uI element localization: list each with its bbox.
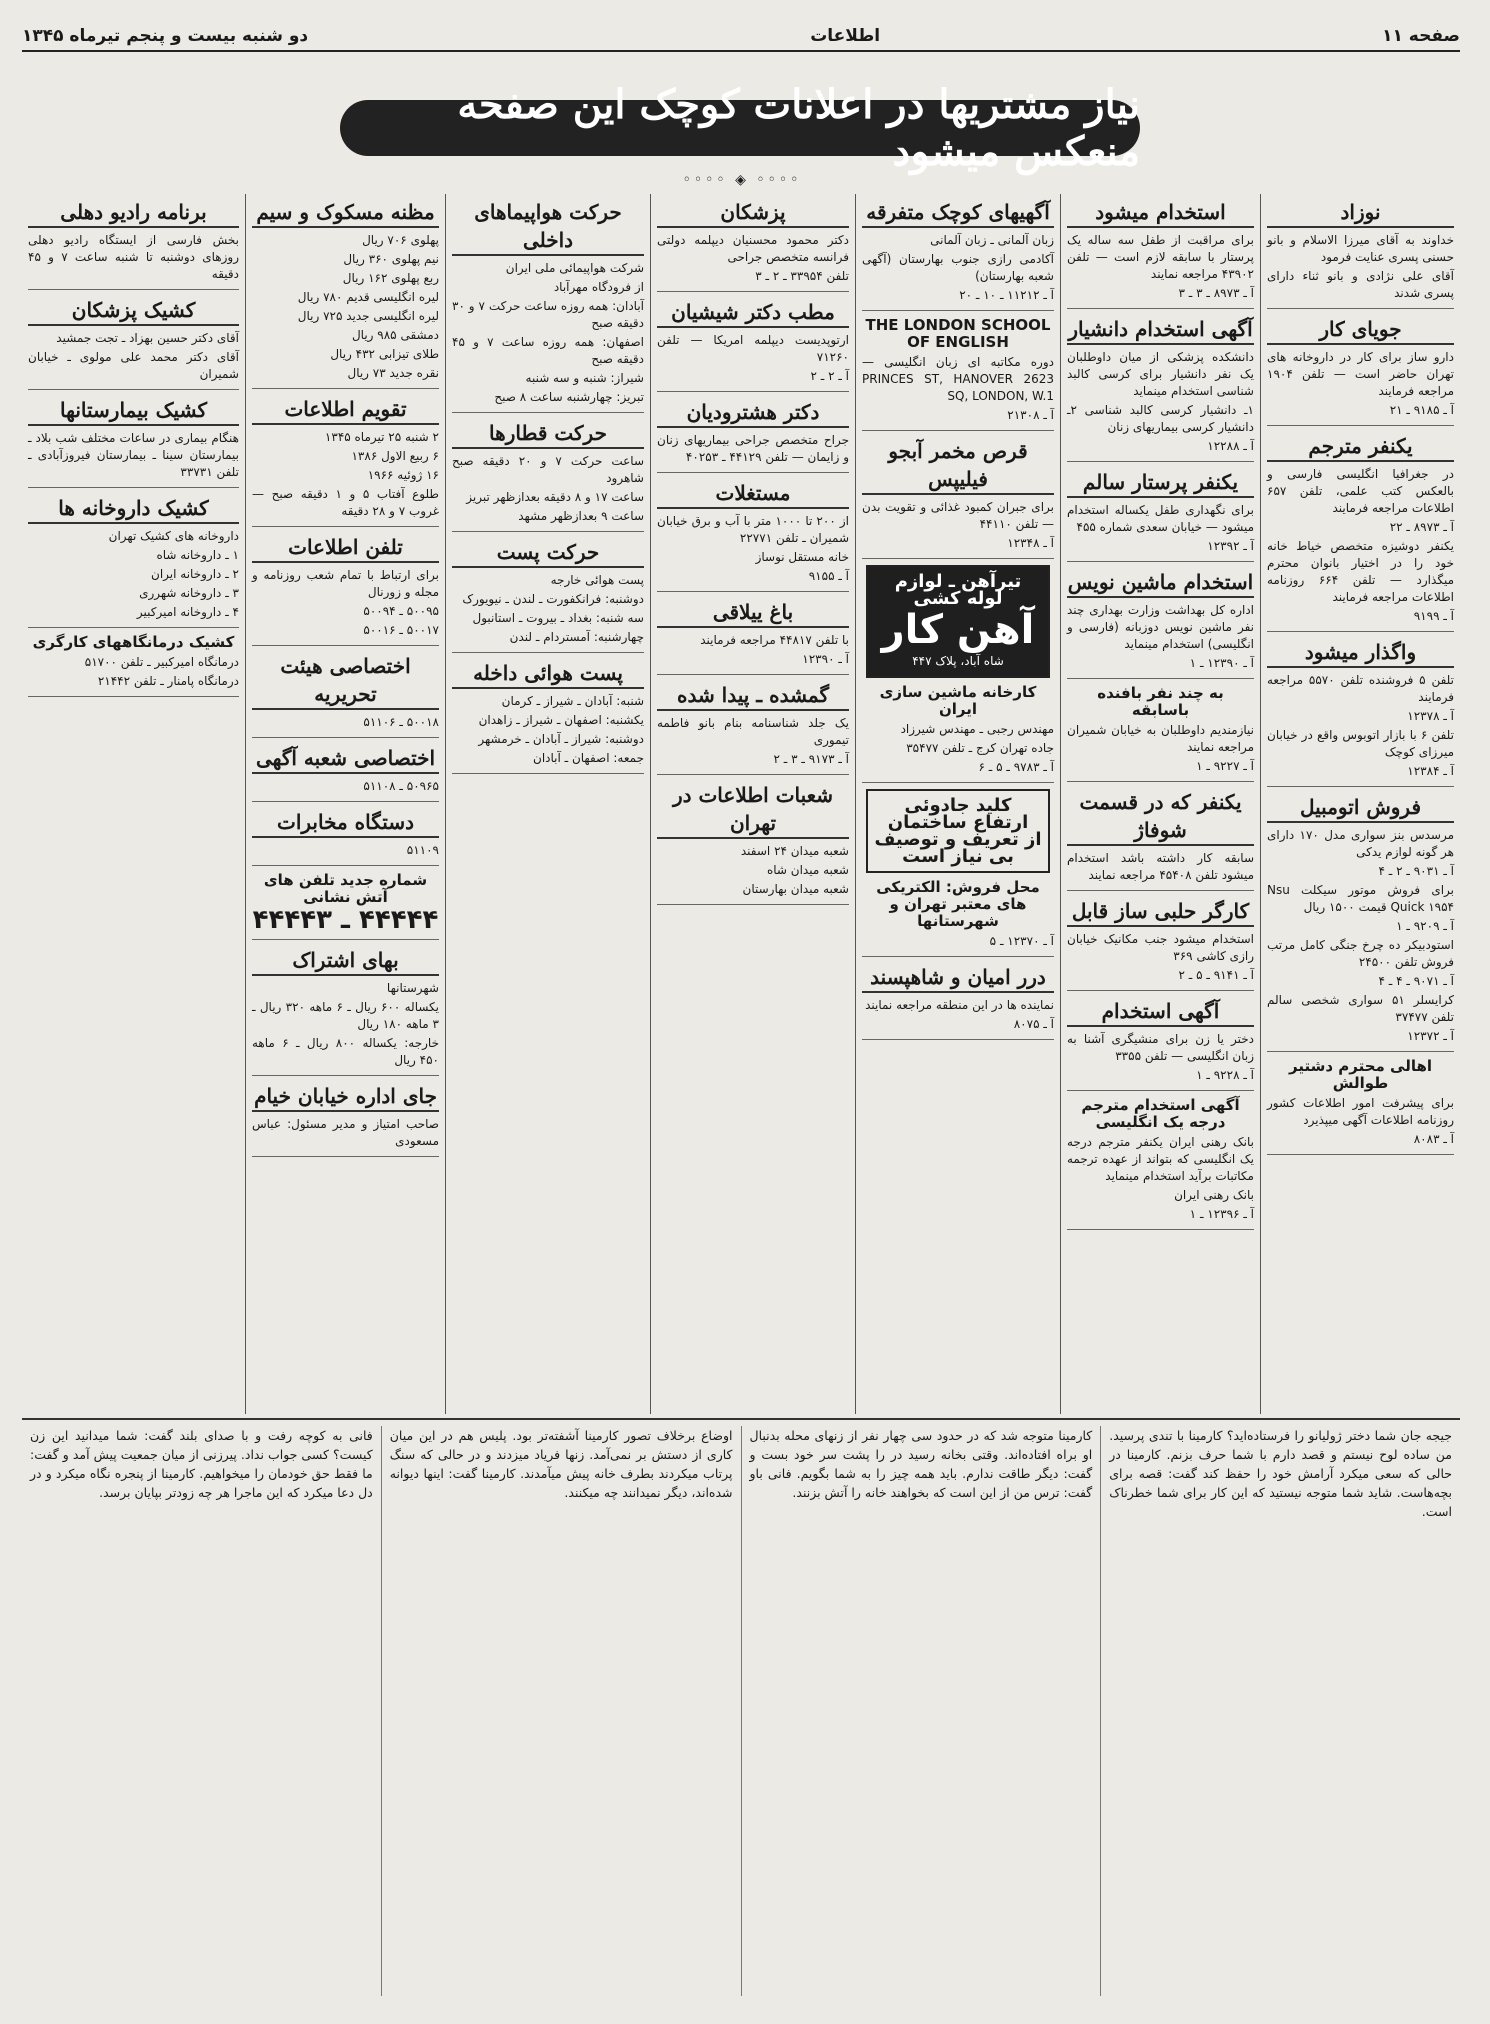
classified-section	[657, 479, 849, 592]
page-number: صفحه ۱۱	[1382, 26, 1460, 46]
ad-text: چهارشنبه: آمستردام ـ لندن	[509, 630, 644, 644]
ad-text: ۵۰۰۱۷ ـ ۵۰۰۱۶	[363, 623, 439, 637]
classified-section	[252, 1082, 439, 1157]
ad-text: آ ـ ۱۲۳۹۶ ـ ۱	[1189, 1207, 1254, 1221]
ad-text: اصفهان: همه روزه ساعت ۷ و ۴۵ دقیقه صبح	[452, 335, 644, 366]
paper-name: اطلاعات	[810, 26, 881, 46]
section-heading: اختصاصی شعبه آگهی	[252, 744, 439, 774]
ad-text: استودبیکر ده چرخ جنگی کامل مرتب فروش تلفن ۲۴۵۰۰	[1267, 938, 1454, 969]
ad-text: ۵۰۰۹۵ ـ ۵۰۰۹۴	[363, 604, 439, 618]
ad-text: ۲ شنبه ۲۵ تیرماه ۱۳۴۵	[324, 430, 439, 444]
ad-text: نیازمندیم داوطلبان به خیابان شمیران مراجعه نمایند	[1067, 723, 1254, 754]
section-heading: واگذار میشود	[1267, 638, 1454, 668]
ad-text: با تلفن ۴۴۸۱۷ مراجعه فرمایند	[700, 633, 849, 647]
classified-section	[1067, 1097, 1254, 1230]
ad-text: هنگام بیماری در ساعات مختلف شب بلاد ـ بیمارستان سینا ـ بیمارستان فیروزآبادی ـ تلفن ۳۳۷۳۱	[28, 431, 239, 479]
issue-date: دو شنبه بیست و پنجم تیرماه ۱۳۴۵	[22, 26, 309, 46]
section-heading: تلفن اطلاعات	[252, 533, 439, 563]
ad-text: آ ـ ۱۲۳۹۰	[802, 652, 849, 666]
section-heading: THE LONDON SCHOOL OF ENGLISH	[865, 316, 1051, 351]
ad-text: دوشنبه: شیراز ـ آبادان ـ خرمشهر	[478, 732, 644, 746]
ad-text: برای پیشرفت امور اطلاعات کشور روزنامه اطلاعات آگهی میپذیرد	[1267, 1096, 1454, 1127]
section-heading: مطب دکتر شیشیان	[657, 298, 849, 328]
section-heading: شعبات اطلاعات در تهران	[657, 781, 849, 839]
masthead	[22, 22, 1460, 52]
section-heading: یکنفر مترجم	[1267, 432, 1454, 462]
ad-text: آ ـ ۹۰۳۱ ـ ۲ ـ ۴	[1378, 864, 1454, 878]
section-heading: فروش اتومبیل	[1267, 793, 1454, 823]
classified-section	[657, 198, 849, 292]
classified-column	[22, 194, 245, 1414]
story-column	[22, 1426, 381, 1996]
classified-column	[855, 194, 1060, 1414]
classified-section	[452, 659, 644, 774]
section-heading: باغ ییلاقی	[657, 598, 849, 628]
ad-text: دانشکده پزشکی از میان داوطلبان یک نفر دانشیار برای کرسی کالبد شناسی استخدام مینماید	[1067, 350, 1254, 398]
classified-section	[862, 437, 1054, 559]
classified-section	[252, 872, 439, 940]
ad-text: بانک رهنی ایران	[1174, 1188, 1254, 1202]
ad-text: لیره انگلیسی جدید ۷۲۵ ریال	[297, 309, 439, 323]
story-column	[1100, 1426, 1460, 1996]
ad-text: آ ـ ۱۲۳۷۰ ـ ۵	[989, 934, 1054, 948]
classified-section	[1067, 198, 1254, 309]
classified-section	[1067, 468, 1254, 562]
ad-text: آکادمی رازی جنوب بهارستان (آگهی شعبه بهارستان)	[862, 252, 1054, 283]
ad-text: آقای دکتر حسین بهزاد ـ تجت جمشید	[56, 331, 239, 345]
classified-section	[452, 538, 644, 653]
ad-text: مرسدس بنز سواری مدل ۱۷۰ دارای هر گونه لوازم یدکی	[1267, 828, 1454, 859]
classified-section	[1067, 788, 1254, 891]
ad-text: دختر یا زن برای منشیگری آشنا به زبان انگلیسی — تلفن ۳۳۵۵	[1067, 1032, 1254, 1063]
section-heading: قرص مخمر آبجو فیلیپس	[862, 437, 1054, 495]
ad-line: شاه آباد، پلاک ۴۴۷	[912, 654, 1004, 668]
classified-section	[452, 419, 644, 532]
classified-section	[252, 652, 439, 738]
ad-text: ۴ ـ داروخانه امیرکبیر	[136, 605, 239, 619]
ad-text: بانک رهنی ایران یکنفر مترجم درجه یک انگلیسی که بتواند از عهده ترجمه مکاتبات برآید استخدام مینماید	[1067, 1135, 1254, 1183]
ad-text: آ ـ ۸۰۸۳	[1413, 1132, 1454, 1146]
display-advertisement	[866, 789, 1050, 873]
classified-section	[1067, 685, 1254, 782]
classified-section	[657, 781, 849, 905]
section-heading: حرکت هواپیماهای داخلی	[452, 198, 644, 256]
ad-text: برای مراقبت از طفل سه ساله یک پرستار با سابقه لازم است — تلفن ۴۳۹۰۲ مراجعه نمایند	[1067, 233, 1254, 281]
classified-column	[445, 194, 650, 1414]
ad-text: آ ـ ۲ ـ ۲	[810, 369, 849, 383]
section-heading: کارخانه ماشین سازی ایران	[879, 683, 1037, 718]
story-text: اوضاع برخلاف تصور کارمینا آشفته‌تر بود. پلیس هم در این میان کاری از دستش بر نمی‌آمد. زنها فریاد میزدند و در حالی که سنگ پرتاب میکردند بطرف خانه پیش میآمدند. کارمینا گفت: اینها دیوانه شده‌اند، دیگر نمیدانند چه میکنند.	[389, 1428, 733, 1500]
ad-text: آ ـ ۸۹۷۳ ـ ۲۲	[1389, 520, 1454, 534]
classified-section	[657, 398, 849, 473]
classified-section	[1267, 432, 1454, 632]
classified-section	[862, 684, 1054, 783]
ad-text: تلفن ۶ با بازار اتوبوس واقع در خیابان میرزای کوچک	[1267, 728, 1454, 759]
section-heading: حرکت قطارها	[452, 419, 644, 449]
section-heading: نوزاد	[1267, 198, 1454, 228]
ad-text: ۱ـ دانشیار کرسی کالبد شناسی ۲ـ دانشیار کرسی بیماریهای زنان	[1067, 403, 1254, 434]
classified-section	[28, 396, 239, 488]
ad-text: ۵۰۰۱۸ ـ ۵۱۱۰۶	[363, 715, 439, 729]
section-heading: آگهی استخدام مترجم درجه یک انگلیسی	[1081, 1096, 1240, 1131]
section-heading: پست هوائی داخله	[452, 659, 644, 689]
ad-text: طلوع آفتاب ۵ و ۱ دقیقه صبح — غروب ۷ و ۲۸ دقیقه	[252, 487, 439, 518]
ad-text: سابقه کار داشته باشد استخدام میشود تلفن ۴۵۴۰۸ مراجعه نمایند	[1067, 851, 1254, 882]
classified-section	[657, 598, 849, 675]
ad-text: آ ـ ۹۷۸۳ ـ ۵ ـ ۶	[978, 760, 1054, 774]
ad-text: برای ارتباط با تمام شعب روزنامه و مجله و زورنال	[252, 568, 439, 599]
classified-section	[657, 298, 849, 392]
section-heading: شماره جدید تلفن های آتش نشانی	[263, 871, 428, 906]
section-heading: دکتر هشترودیان	[657, 398, 849, 428]
section-heading: اهالی محترم دشتیر طوالش	[1289, 1057, 1432, 1092]
classified-section	[28, 494, 239, 628]
ad-text: لیره انگلیسی قدیم ۷۸۰ ریال	[297, 290, 439, 304]
page-banner: نیاز مشتریها در اعلانات کوچک این صفحه منعکس میشود	[340, 100, 1140, 156]
ad-text: یکشنبه: اصفهان ـ شیراز ـ زاهدان	[478, 713, 644, 727]
ad-text: درمانگاه امیرکبیر ـ تلفن ۵۱۷۰۰	[84, 655, 239, 669]
ad-text: آ ـ ۹۰۷۱ ـ ۴ ـ ۴	[1378, 974, 1454, 988]
ad-text: زبان آلمانی ـ زبان آلمانی	[930, 233, 1054, 247]
section-heading: مستغلات	[657, 479, 849, 509]
ad-text: آ ـ ۹۱۸۵ ـ ۲۱	[1389, 403, 1454, 417]
ad-text: شیراز: شنبه و سه شنبه	[525, 371, 644, 385]
section-heading: حرکت پست	[452, 538, 644, 568]
classified-section	[252, 744, 439, 802]
story-column	[381, 1426, 741, 1996]
section-heading: برنامه رادیو دهلی	[28, 198, 239, 228]
classified-section	[1267, 198, 1454, 309]
section-heading: استخدام میشود	[1067, 198, 1254, 228]
ad-text: تبریز: چهارشنبه ساعت ۸ صبح	[494, 390, 644, 404]
classified-section	[28, 634, 239, 697]
ad-text: در جغرافیا انگلیسی فارسی و بالعکس کتب علمی، تلفن ۶۵۷ اطلاعات مراجعه فرمایند	[1267, 467, 1454, 515]
ad-text: برای نگهداری طفل یکساله استخدام میشود — خیابان سعدی شماره ۴۵۵	[1067, 503, 1254, 534]
ad-text: پست هوائی خارجه	[550, 573, 644, 587]
section-heading: بهای اشتراک	[252, 946, 439, 976]
section-heading: یکنفر که در قسمت شوفاژ	[1067, 788, 1254, 846]
ad-text: آ ـ ۱۲۲۸۸	[1207, 439, 1254, 453]
classified-section	[1267, 315, 1454, 426]
fire-department-phone: ۴۴۴۴۴ ـ ۴۴۴۴۳	[252, 905, 439, 935]
ad-text: خداوند به آقای میرزا الاسلام و بانو حسنی پسری عنایت فرمود	[1267, 233, 1454, 264]
ad-text: ۵۰۹۶۵ ـ ۵۱۱۰۸	[363, 779, 439, 793]
section-heading: کشیک پزشکان	[28, 296, 239, 326]
ad-text: آبادان: همه روزه ساعت حرکت ۷ و ۳۰ دقیقه صبح	[452, 299, 644, 330]
classified-section	[1267, 638, 1454, 787]
serial-story	[22, 1426, 1460, 1996]
section-heading: آگهی استخدام	[1067, 997, 1254, 1027]
ad-line: ارتفاع ساختمان	[887, 812, 1029, 833]
ad-text: شعبه میدان ۲۴ اسفند	[740, 844, 849, 858]
classified-section	[1067, 997, 1254, 1091]
classified-section	[452, 198, 644, 413]
ad-text: آقای دکتر محمد علی مولوی ـ خیابان شمیران	[28, 350, 239, 381]
section-heading: آگهیهای کوچک متفرقه	[862, 198, 1054, 228]
ad-heading: کلید جادوئی	[904, 795, 1012, 816]
ad-text: آ ـ ۱۲۳۹۰ ـ ۱	[1189, 656, 1254, 670]
ad-text: سه شنبه: بغداد ـ بیروت ـ استانبول	[472, 611, 644, 625]
ad-text: کرایسلر ۵۱ سواری شخصی سالم تلفن ۳۷۴۷۷	[1267, 993, 1454, 1024]
section-heading: اختصاصی هیئت تحریریه	[252, 652, 439, 710]
section-heading: مظنه مسکوک و سیم	[252, 198, 439, 228]
ad-text: داروخانه های کشیک تهران	[108, 529, 239, 543]
ad-text: خانه مستقل نوساز	[755, 550, 849, 564]
section-heading: کشیک داروخانه ها	[28, 494, 239, 524]
section-heading: کشیک درمانگاههای کارگری	[32, 633, 235, 651]
story-text: فانی به کوچه رفت و با صدای بلند گفت: شما میدانید این زن کیست؟ کسی جواب نداد. پیرزنی از میان جمعیت پیش آمد و گفت: ما فقط حق خودمان را میخواهیم. کارمینا از پنجره نگاه میکرد و در دل دعا میکرد که این ماجرا هر چه زودتر بپایان برسد.	[30, 1428, 373, 1500]
classified-section	[657, 681, 849, 775]
ad-text: نماینده ها در این منطقه مراجعه نمایند	[865, 998, 1054, 1012]
ad-text: شرکت هواپیمائی ملی ایران	[505, 261, 644, 275]
classified-section	[252, 198, 439, 389]
ad-text: خارجه: یکساله ۸۰۰ ریال ـ ۶ ماهه ۴۵۰ ریال	[252, 1036, 439, 1067]
ad-text: ۶ ربیع الاول ۱۳۸۶	[351, 449, 439, 463]
story-column	[741, 1426, 1101, 1996]
ad-text: جراح متخصص جراحی بیماریهای زنان و زایمان — تلفن ۴۴۱۲۹ ـ ۴۰۲۵۳	[657, 433, 849, 464]
ad-line: آهن کار	[881, 607, 1035, 653]
classified-section	[1067, 568, 1254, 679]
ad-text: آ ـ ۹۱۷۳ ـ ۳ ـ ۲	[773, 752, 849, 766]
ad-text: برای جبران کمبود غذائی و تقویت بدن — تلفن ۴۴۱۱۰	[862, 500, 1054, 531]
ad-text: دکتر محمود محسنیان دیپلمه دولتی فرانسه متخصص جراحی	[657, 233, 849, 264]
section-heading: دستگاه مخابرات	[252, 808, 439, 838]
ad-text: ۵۱۱۰۹	[406, 843, 439, 857]
ad-text: آقای علی نژادی و بانو ثناء دارای پسری شدند	[1267, 269, 1454, 300]
classified-section	[252, 946, 439, 1076]
section-heading: محل فروش: الکتریکی های معتبر تهران و شهرستانها	[876, 878, 1040, 930]
section-heading: آگهی استخدام دانشیار	[1067, 315, 1254, 345]
ad-text: ۲ ـ داروخانه ایران	[151, 567, 239, 581]
section-heading: تقویم اطلاعات	[252, 395, 439, 425]
ad-text: آ ـ ۸۰۷۵	[1013, 1017, 1054, 1031]
classified-section	[252, 808, 439, 866]
section-heading: استخدام ماشین نویس	[1067, 568, 1254, 598]
ad-text: جاده تهران کرج ـ تلفن ۳۵۴۷۷	[906, 741, 1054, 755]
ad-text: ساعت حرکت ۷ و ۲۰ دقیقه صبح شاهرود	[452, 454, 644, 485]
ad-text: ارتوپدیست دیپلمه امریکا — تلفن ۷۱۲۶۰	[657, 333, 849, 364]
ad-line: از تعریف و توصیف	[874, 829, 1042, 850]
ad-heading: تیرآهن ـ لوازم لوله کشی	[894, 571, 1022, 609]
section-heading: کشیک بیمارستانها	[28, 396, 239, 426]
ad-text: شنبه: آبادان ـ شیراز ـ کرمان	[501, 694, 644, 708]
ad-line: بی نیاز است	[902, 846, 1014, 867]
ad-text: دارو ساز برای کار در داروخانه های تهران حاضر است — تلفن ۱۹۰۴ مراجعه فرمایند	[1267, 350, 1454, 398]
ad-text: یکنفر دوشیزه متخصص خیاط خانه خود را در اختیار بانوان محترم میگذارد — تلفن ۶۶۴ روزنامه اطلاعات مراجعه فرمایند	[1267, 539, 1454, 604]
classified-section	[862, 198, 1054, 311]
ad-text: شهرستانها	[386, 981, 439, 995]
classified-section	[1067, 897, 1254, 991]
classified-section	[28, 198, 239, 290]
ad-text: ۳ ـ داروخانه شهرری	[139, 586, 239, 600]
classified-section	[252, 395, 439, 527]
classified-section	[1267, 1058, 1454, 1155]
ad-text: آ ـ ۹۲۰۹ ـ ۱	[1396, 919, 1454, 933]
ad-text: یک جلد شناسنامه بنام بانو فاطمه تیموری	[657, 716, 849, 747]
ad-text: جمعه: اصفهان ـ آبادان	[533, 751, 644, 765]
section-heading: کارگر حلبی ساز قابل	[1067, 897, 1254, 927]
ad-text: شعبه میدان شاه	[766, 863, 849, 877]
newspaper-page	[22, 22, 1460, 2002]
ad-text: پهلوی ۷۰۶ ریال	[362, 233, 439, 247]
ad-text: ساعت ۹ بعدازظهر مشهد	[518, 509, 644, 523]
ad-text: طلای تیزابی ۴۳۲ ریال	[330, 347, 439, 361]
ad-text: نیم پهلوی ۳۶۰ ریال	[343, 252, 439, 266]
ad-text: آ ـ ۲۱۳۰۸	[1007, 408, 1054, 422]
section-divider	[22, 1418, 1460, 1420]
ad-text: برای فروش موتور سیکلت Nsu Quick ۱۹۵۴ قیمت ۱۵۰۰ ریال	[1267, 883, 1454, 914]
classified-section	[1067, 315, 1254, 462]
ad-text: آ ـ ۸۹۷۳ ـ ۳ ـ ۳	[1178, 286, 1254, 300]
ad-text: آ ـ ۱۲۳۹۲	[1207, 539, 1254, 553]
ad-text: صاحب امتیاز و مدیر مسئول: عباس مسعودی	[252, 1117, 439, 1148]
ad-text: ۱۶ ژوئیه ۱۹۶۶	[367, 468, 439, 482]
ad-text: یکساله ۶۰۰ ریال ـ ۶ ماهه ۳۲۰ ریال ـ ۳ ماهه ۱۸۰ ریال	[252, 1000, 440, 1031]
ad-text: آ ـ ۹۱۹۹	[1413, 609, 1454, 623]
section-heading: درر امیان و شاهپسند	[862, 963, 1054, 993]
ad-text: تلفن ۳۳۹۵۴ ـ ۲ ـ ۳	[755, 269, 849, 283]
classified-column	[1260, 194, 1460, 1414]
section-heading: پزشکان	[657, 198, 849, 228]
ad-text: شعبه میدان بهارستان	[742, 882, 849, 896]
classified-section	[28, 296, 239, 390]
ad-text: درمانگاه پامنار ـ تلفن ۲۱۴۴۲	[97, 674, 239, 688]
section-heading: جای اداره خیابان خیام	[252, 1082, 439, 1112]
ad-text: آ ـ ۱۱۲۱۲ ـ ۱۰ ـ ۲۰	[959, 288, 1054, 302]
ad-text: تلفن ۵ فروشنده تلفن ۵۵۷۰ مراجعه فرمایند	[1267, 673, 1454, 704]
ad-text: از ۲۰۰ تا ۱۰۰۰ متر با آب و برق خیابان شمیران ـ تلفن ۲۲۷۷۱	[657, 514, 849, 545]
ad-text: آ ـ ۹۱۴۱ ـ ۵ ـ ۲	[1178, 968, 1254, 982]
ad-text: بخش فارسی از ایستگاه رادیو دهلی روزهای دوشنبه تا شنبه ساعت ۷ و ۴۵ دقیقه	[28, 233, 239, 281]
ad-text: آ ـ ۱۲۳۷۸	[1407, 709, 1454, 723]
ad-text: دوشنبه: فرانکفورت ـ لندن ـ نیویورک	[462, 592, 644, 606]
ad-text: آ ـ ۱۲۳۷۲	[1407, 1029, 1454, 1043]
classified-section	[862, 317, 1054, 431]
story-text: جیجه‌ جان شما دختر ژولیانو را فرستاده‌اید؟ کارمینا با تندی پرسید. من ساده لوح نیستم و قصد دارم با شما حرف بزنم. کارمینا در حالی که سعی میکرد آرامش خود را حفظ کند گفت: قصه برای بچه‌هاست. شاید شما متوجه نیستید که این کار برای شما خطرناک است.	[1109, 1428, 1452, 1519]
classified-column	[245, 194, 445, 1414]
ad-text: آ ـ ۱۲۳۴۸	[1007, 536, 1054, 550]
ad-text: اداره کل بهداشت وزارت بهداری چند نفر ماشین نویس دوزبانه (فارسی و انگلیسی) استخدام مینماید	[1067, 603, 1254, 651]
ad-text: از فرودگاه مهرآباد	[553, 280, 644, 294]
classified-column	[650, 194, 855, 1414]
classified-section	[862, 879, 1054, 957]
classified-column	[1060, 194, 1260, 1414]
section-heading: به چند نفر بافنده باسابقه	[1097, 684, 1224, 719]
ad-text: آ ـ ۹۲۲۷ ـ ۱	[1196, 759, 1254, 773]
story-text: کارمینا متوجه شد که در حدود سی‌ چهار نفر از زنهای محله بدنبال او براه افتاده‌اند. وقتی بخانه رسید در را پشت سر خود بست و گفت: دیگر طاقت ندارم. باید همه چیز را به شما بگویم. فانی باو گفت: ترس من از این است که بخواهند خانه را آتش بزنند.	[749, 1428, 1093, 1500]
ad-text: آ ـ ۹۱۵۵	[808, 569, 849, 583]
ad-text: ربع پهلوی ۱۶۲ ریال	[342, 271, 439, 285]
ornament-divider: ◦◦◦◦ ◈ ◦◦◦◦	[682, 172, 802, 188]
ad-text: مهندس رجبی ـ مهندس شیرزاد	[900, 722, 1054, 736]
section-heading: گمشده ـ پیدا شده	[657, 681, 849, 711]
classified-section	[862, 963, 1054, 1040]
section-heading: یکنفر پرستار سالم	[1067, 468, 1254, 498]
ad-text: ساعت ۱۷ و ۸ دقیقه بعدازظهر تبریز	[466, 490, 644, 504]
ad-text: آ ـ ۹۲۲۸ ـ ۱	[1196, 1068, 1254, 1082]
section-heading: جویای کار	[1267, 315, 1454, 345]
display-advertisement	[866, 565, 1050, 678]
ad-text: دمشقی ۹۸۵ ریال	[351, 328, 439, 342]
ad-text: ۱ ـ داروخانه شاه	[156, 548, 239, 562]
classified-section	[1267, 793, 1454, 1052]
classified-section	[252, 533, 439, 646]
ad-text: دوره مکاتبه ای زبان انگلیسی — 2623 PRINCES ST, HANOVER SQ, LONDON, W.1	[862, 355, 1054, 403]
ad-text: نقره جدید ۷۳ ریال	[347, 366, 439, 380]
ad-text: استخدام میشود جنب مکانیک خیابان رازی کاشی ۳۶۹	[1067, 932, 1254, 963]
ad-text: آ ـ ۱۲۳۸۴	[1407, 764, 1454, 778]
classified-columns	[22, 194, 1460, 1414]
